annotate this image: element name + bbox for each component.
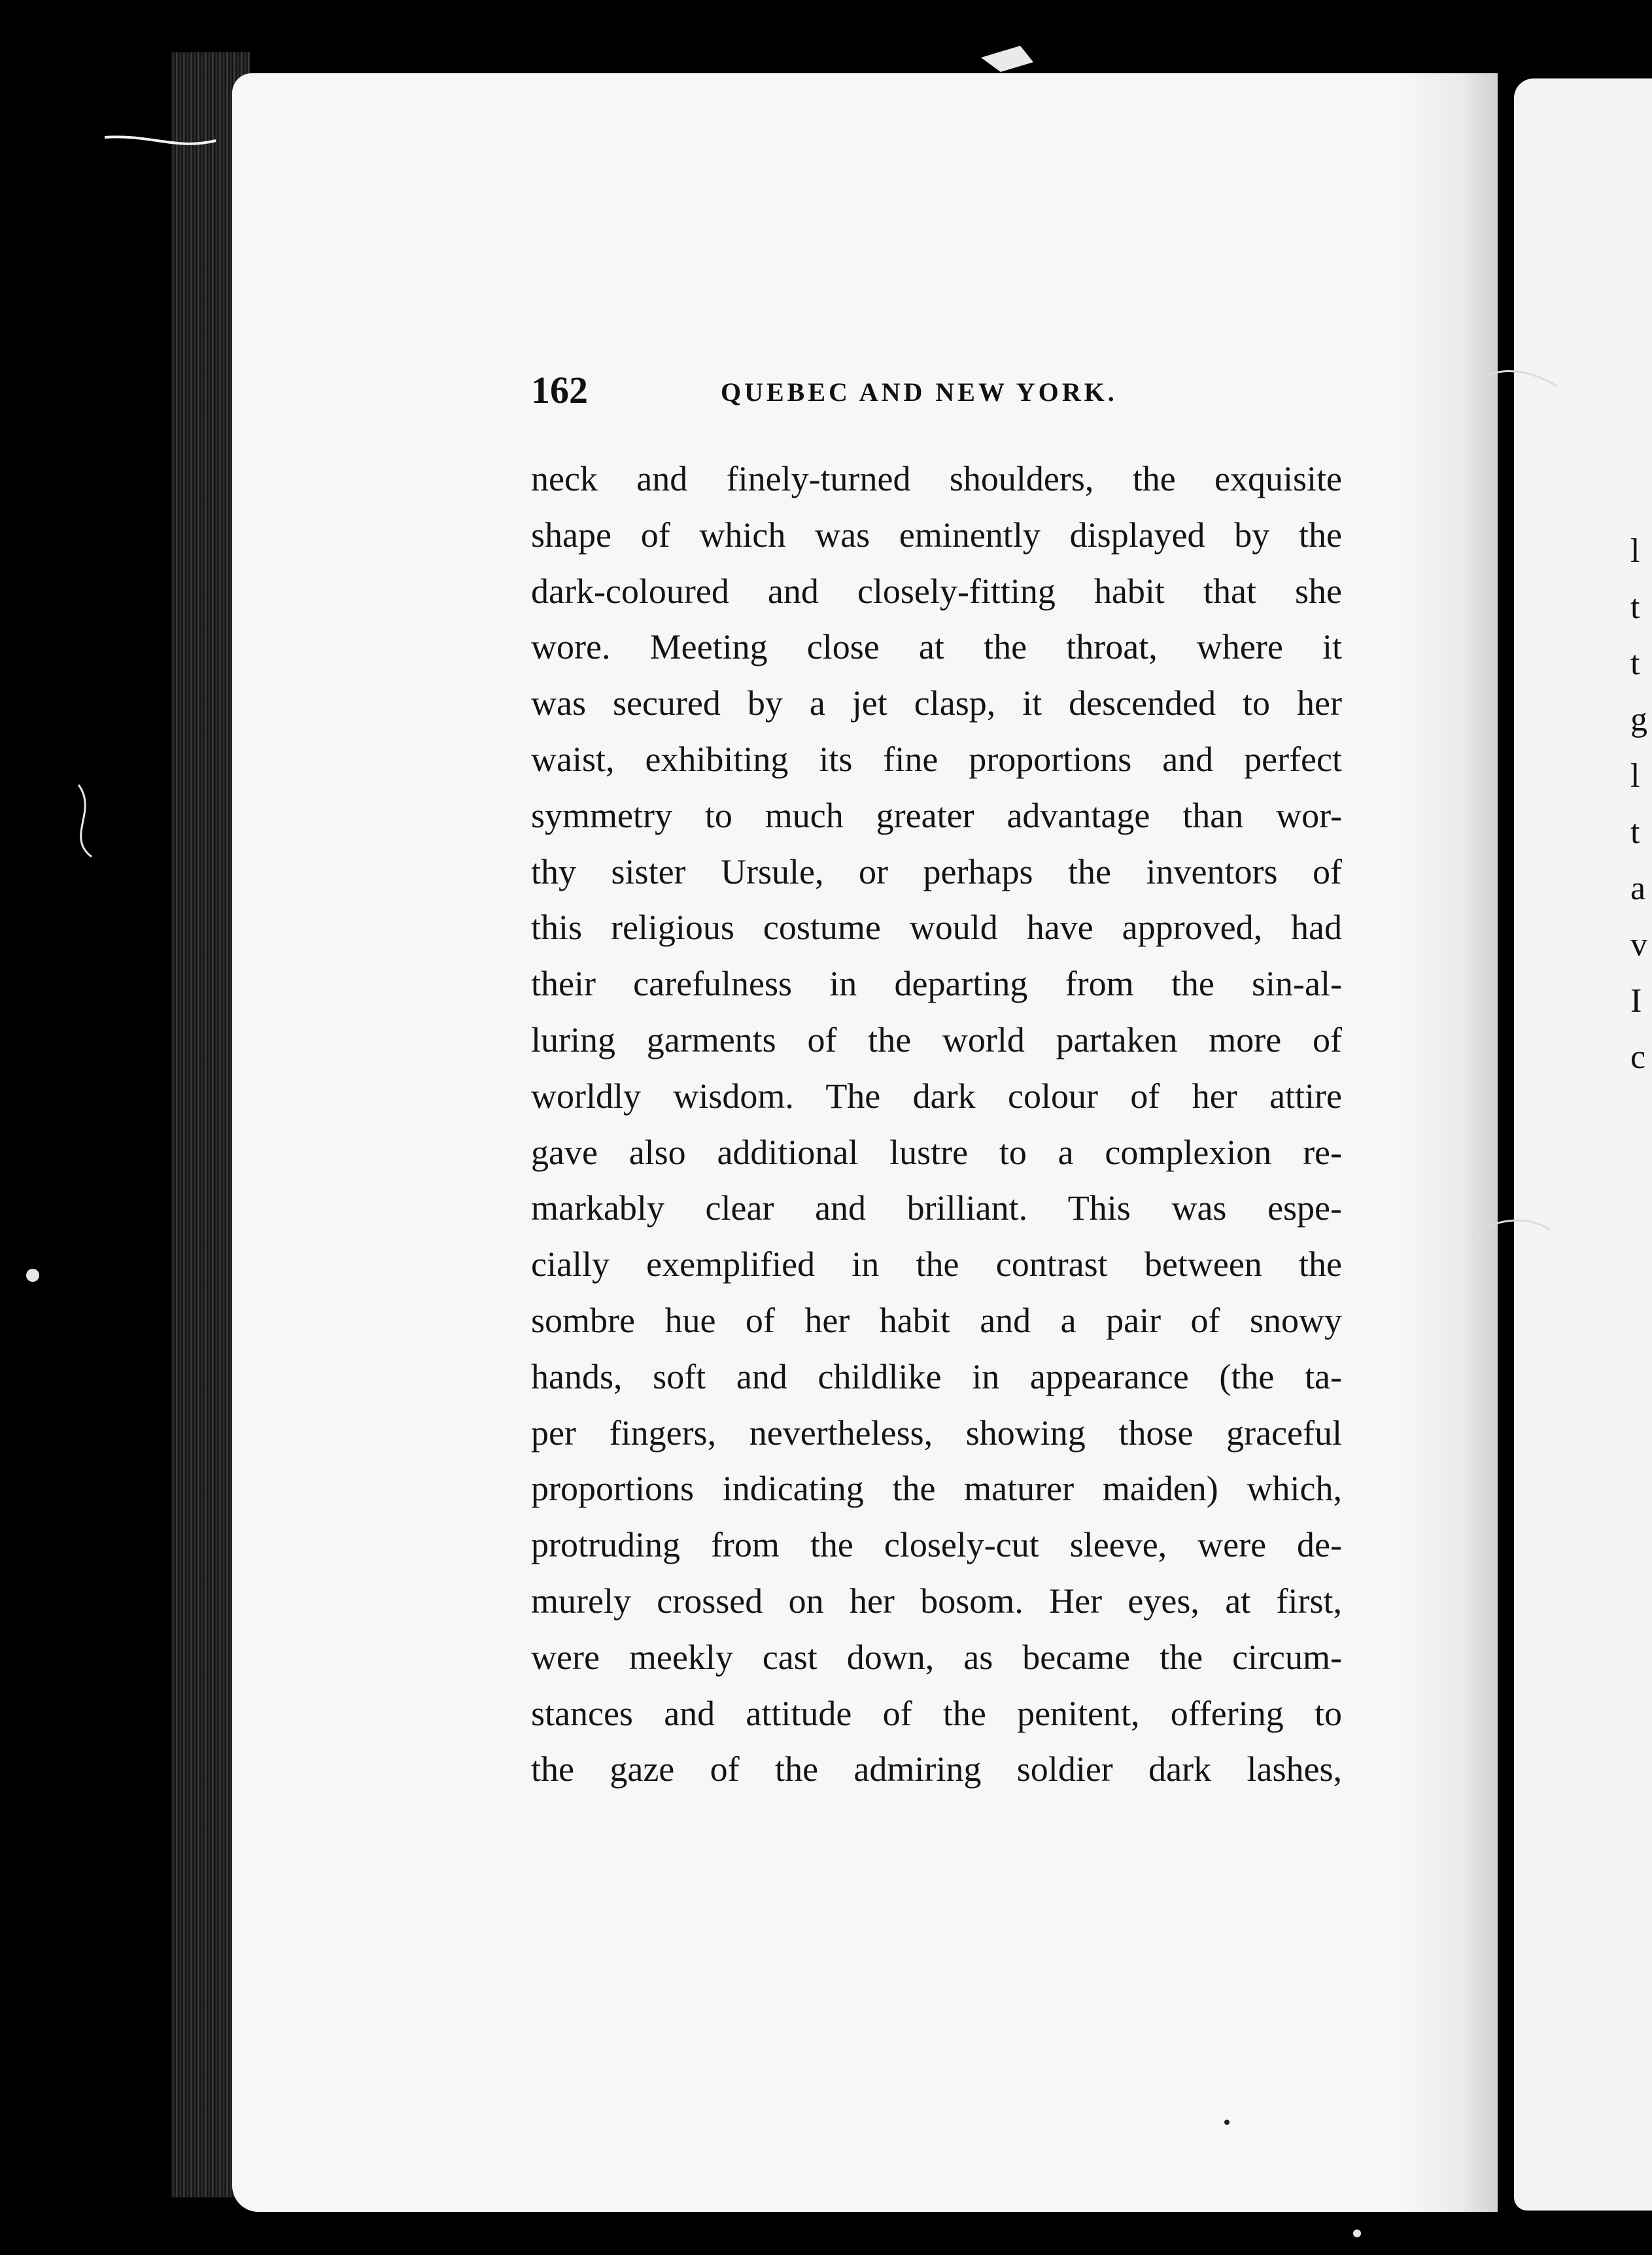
text-line: dark-coloured and closely-fitting habit that she — [531, 571, 1342, 611]
text-line: sombre hue of her habit and a pair of snowy — [531, 1300, 1342, 1340]
text-line: markably clear and brilliant. This was espe- — [531, 1188, 1342, 1228]
page-number: 162 — [531, 369, 588, 411]
text-line: this religious costume would have approved, had — [531, 908, 1342, 948]
text-line: the gaze of the admiring soldier dark lashes, — [531, 1749, 1342, 1789]
gutter-shadow — [1403, 73, 1507, 2212]
text-line: gave also additional lustre to a complexion re- — [531, 1132, 1342, 1172]
text-line: cially exemplified in the contrast between the — [531, 1245, 1342, 1284]
running-title: QUEBEC AND NEW YORK. — [721, 377, 1118, 407]
text-line: wore. Meeting close at the throat, where it — [531, 627, 1342, 667]
text-line: symmetry to much greater advantage than wor- — [531, 795, 1342, 835]
facing-page-text-fragment: l t t g l t a v I c — [1630, 532, 1647, 1076]
scan-dust-speck — [981, 46, 1033, 72]
facing-page-edge — [1514, 78, 1652, 2211]
scan-dust-speck — [1353, 2229, 1361, 2237]
text-line: protruding from the closely-cut sleeve, were de- — [531, 1525, 1342, 1565]
running-head — [531, 368, 1349, 420]
text-line: neck and finely-turned shoulders, the exquisite — [531, 459, 1342, 498]
text-line: stances and attitude of the penitent, offering to — [531, 1693, 1342, 1733]
text-line: was secured by a jet clasp, it descended to her — [531, 683, 1342, 723]
body-text — [531, 451, 1342, 1798]
text-line: murely crossed on her bosom. Her eyes, at first, — [531, 1581, 1342, 1621]
text-line: shape of which was eminently displayed by the — [531, 515, 1342, 555]
text-line: were meekly cast down, as became the circum- — [531, 1637, 1342, 1677]
text-line: per fingers, nevertheless, showing those graceful — [531, 1413, 1342, 1453]
text-line: luring garments of the world partaken more of — [531, 1020, 1342, 1059]
text-line: worldly wisdom. The dark colour of her attire — [531, 1076, 1342, 1116]
scan-dust-speck — [26, 1269, 39, 1282]
text-line: hands, soft and childlike in appearance (the ta- — [531, 1356, 1342, 1396]
text-line: waist, exhibiting its fine proportions and perfect — [531, 739, 1342, 779]
text-line: thy sister Ursule, or perhaps the inventors of — [531, 852, 1342, 891]
text-line: their carefulness in departing from the sin-al- — [531, 964, 1342, 1004]
text-line: proportions indicating the maturer maiden) which, — [531, 1469, 1342, 1509]
scan-hair-mark — [78, 785, 92, 857]
